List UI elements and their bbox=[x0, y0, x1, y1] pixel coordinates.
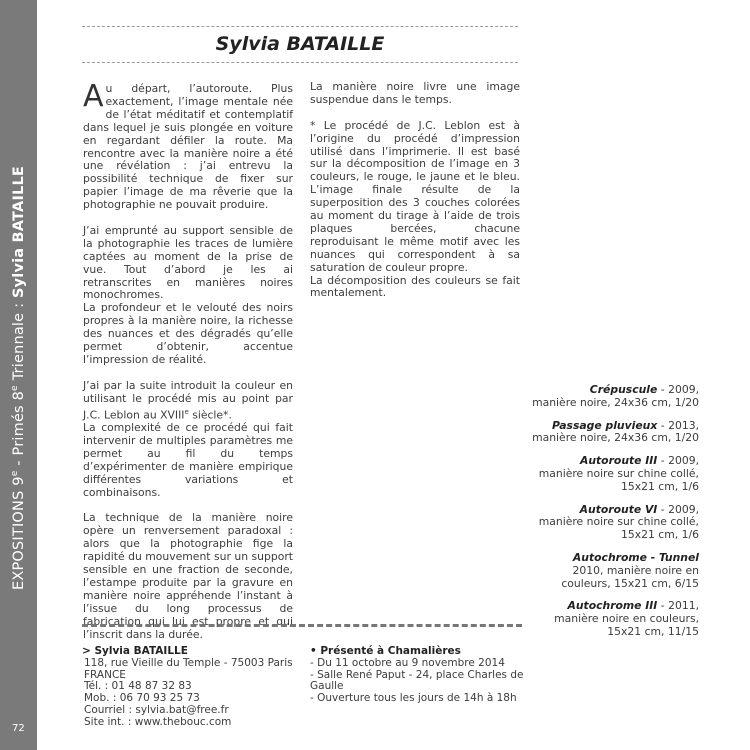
paragraph-decomposition: La décomposition des couleurs se fait mentalement. bbox=[310, 273, 520, 300]
side-artist-name: Sylvia BATAILLE bbox=[11, 165, 27, 299]
triennale-label: Triennale : bbox=[11, 298, 27, 386]
footer-divider bbox=[82, 624, 522, 627]
exhibition-hours: - Ouverture tous les jours de 14h à 18h bbox=[310, 692, 517, 705]
series-sup: e bbox=[10, 470, 21, 477]
contact-address: 118, rue Vieille du Temple - 75003 Paris bbox=[84, 656, 293, 669]
paragraph-suspended: La manière noire livre une image suspendue dans le temps. bbox=[310, 80, 520, 106]
work-title: Passage pluvieux bbox=[552, 418, 658, 432]
paragraph-technique: La technique de la manière noire opère un renversement paradoxal : alors que la photographie fige la rapidité du mouvement sur un support sensible en une fraction de seconde, l’estampe produite par la gravure en manière noire appréhende l’instant à l’issue du long processus de fabrication qui lui est propre et qui l’inscrit dans la durée. bbox=[83, 511, 293, 641]
paragraph-intro-text: u départ, l’autoroute. Plus exactement, l’image mentale née de l’état méditatif et contemplatif dans lequel je suis plongée en voiture en regardant défiler la route. Ma rencontre avec la manière noire a été une révélation : j’ai entrevu la possibilité technique de fixer sur papier l’image de ma rêverie que la photographie ne pouvait produire. bbox=[83, 82, 293, 212]
work-item bbox=[479, 420, 699, 446]
footnote-leblon: * Le procédé de J.C. Leblon est à l’origine du procédé d’impression utilisé dans l’imprimerie. Il est basé sur la décomposition de l’image en 3 couleurs, le rouge, le jaune et le bleu. L’image finale résulte de la superposition des 3 couches colorées au moment du tirage à l’aide de trois plaques bercées, chacune reproduisant le même motif avec les nuances qui correspondent à sa saturation de couleur propre. bbox=[310, 118, 520, 274]
text-column-right bbox=[310, 81, 520, 313]
exhibition-dates: - Du 11 octobre au 9 novembre 2014 bbox=[310, 656, 505, 669]
work-details: manière noire, 24x36 cm, 1/20 bbox=[532, 431, 699, 445]
work-item bbox=[479, 600, 699, 638]
work-item bbox=[479, 384, 699, 410]
paragraph-color-b: La complexité de ce procédé qui fait intervenir de multiples paramètres me permet au fil du temps d’expérimenter de manière empirique différentes variations et combinaisons. bbox=[83, 421, 293, 499]
work-details: manière noire, 24x36 cm, 1/20 bbox=[532, 395, 699, 409]
work-details: 15x21 cm, 1/6 bbox=[621, 528, 699, 542]
work-details: couleurs, 15x21 cm, 6/15 bbox=[561, 576, 699, 590]
century-sup: e bbox=[184, 407, 189, 416]
paragraph-intro bbox=[83, 79, 293, 212]
primes-label: - Primés 8 bbox=[11, 390, 27, 471]
drop-cap: A bbox=[83, 79, 104, 114]
series-label: EXPOSITIONS 9 bbox=[11, 476, 27, 591]
contact-website: Site int. : www.thebouc.com bbox=[84, 715, 232, 728]
work-item bbox=[479, 504, 699, 542]
paragraph-color bbox=[83, 380, 293, 500]
contact-email: Courriel : sylvia.bat@free.fr bbox=[84, 703, 229, 716]
primes-sup: e bbox=[10, 385, 21, 391]
contact-heading: > Sylvia BATAILLE bbox=[82, 645, 188, 657]
work-title: Crépuscule bbox=[589, 383, 658, 396]
exhibition-heading: • Présenté à Chamalières bbox=[310, 645, 461, 657]
work-title: Autochrome - Tunnel bbox=[572, 550, 699, 564]
contact-mobile: Mob. : 06 70 93 25 73 bbox=[84, 692, 200, 705]
paragraph-color-a-end: siècle*. bbox=[188, 408, 232, 422]
work-details: 15x21 cm, 11/15 bbox=[607, 624, 699, 638]
work-item bbox=[479, 455, 699, 493]
work-details: manière noire en couleurs, bbox=[554, 612, 699, 626]
work-title: Autoroute III bbox=[579, 454, 658, 468]
work-year: - 2011, bbox=[657, 599, 699, 613]
work-year: - 2009, bbox=[657, 502, 699, 516]
work-details: manière noire sur chine collé, bbox=[538, 466, 699, 480]
work-details: 15x21 cm, 1/6 bbox=[621, 479, 699, 493]
work-year: - 2009, bbox=[657, 383, 699, 396]
title-top-rule bbox=[82, 26, 518, 27]
exhibition-venue: - Salle René Paput - 24, place Charles de Gaulle bbox=[310, 668, 524, 693]
contact-phone: Tél. : 01 48 87 32 83 bbox=[84, 680, 192, 693]
work-item bbox=[479, 552, 699, 590]
work-title: Autochrome III bbox=[567, 599, 658, 613]
work-year: - 2013, bbox=[657, 418, 699, 432]
side-band-title bbox=[11, 28, 27, 728]
contact-block bbox=[82, 646, 302, 729]
paragraph-color-a: J’ai par la suite introduit la couleur en utilisant le procédé mis au point par J.C. Leblon au XVIII bbox=[83, 378, 293, 422]
side-band bbox=[0, 0, 37, 750]
work-title: Autoroute VI bbox=[579, 502, 658, 516]
title-bottom-rule bbox=[82, 62, 518, 63]
page-title: Sylvia BATAILLE bbox=[215, 33, 385, 55]
text-column-left bbox=[83, 79, 293, 654]
exhibition-block bbox=[310, 646, 540, 705]
page-number: 72 bbox=[12, 723, 25, 734]
work-details: 2010, manière noire en bbox=[572, 563, 699, 577]
paragraph-photography bbox=[83, 225, 293, 367]
contact-country: FRANCE bbox=[84, 668, 126, 681]
paragraph-photography-a: J’ai emprunté au support sensible de la photographie les traces de lumière captées au moment de la prise de vue. Tout d’abord je les ai retranscrites en manières noires monochromes. bbox=[83, 223, 293, 302]
work-details: manière noire sur chine collé, bbox=[538, 515, 699, 529]
works-list bbox=[479, 384, 699, 649]
paragraph-photography-b: La profondeur et le velouté des noirs propres à la manière noire, la richesse des nuances et des dégradés qu’elle permet d’obtenir, accentue l’impression de réalité. bbox=[83, 301, 293, 367]
work-year: - 2009, bbox=[657, 454, 699, 468]
